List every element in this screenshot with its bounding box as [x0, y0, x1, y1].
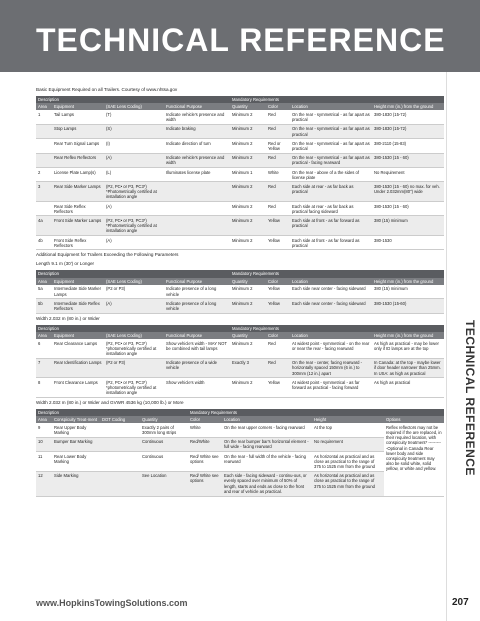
table-cell: 380-1530 (15 - 60)	[372, 202, 444, 216]
column-header: Color	[266, 103, 290, 110]
table-cell: Red	[266, 110, 290, 124]
table-cell: Red/White	[188, 437, 222, 451]
column-header: (SAE Lens Coding)	[104, 103, 164, 110]
table-cell: (P2 or P3)	[104, 358, 164, 378]
table-cell: Yellow	[266, 285, 290, 299]
table-cell: 380-1530 (15 - 60) no max. for veh. Under 2.032mm(80") wide	[372, 182, 444, 202]
table-cell: Minimum 2	[230, 110, 266, 124]
column-header: Functional Purpose	[164, 332, 230, 339]
table-cell: At the top	[312, 423, 384, 437]
table-cell: Rear Reflex Reflectors	[52, 153, 104, 167]
table-cell: 380 (15) minimum	[372, 216, 444, 236]
table-cell: Show vehicle's width	[164, 378, 230, 398]
table-cell	[36, 139, 52, 153]
table-cell: On the rear - symmetrical - as far apart as practical	[290, 110, 372, 124]
group-header-mandatory: Mandatory Requirements	[230, 270, 444, 277]
table-cell: As high as practical - may be lower only if ID lamps are at the top	[372, 339, 444, 358]
column-header: Location	[290, 332, 372, 339]
column-header: Color	[266, 332, 290, 339]
intro-note: Basic Equipment Required on all Trailers. Courtesy of www.nhtsa.gov	[36, 87, 178, 92]
column-header: Options	[384, 416, 444, 423]
table-cell: Red/ White see options	[188, 452, 222, 472]
table-cell: (I)	[104, 139, 164, 153]
table-cell: (T)	[104, 110, 164, 124]
length-note: Length 9.1 m (30') or Longer	[36, 261, 95, 267]
long-trailer-table	[36, 270, 444, 313]
column-header: Functional Purpose	[164, 278, 230, 285]
table-cell: Indicate presence of a long vehicle	[164, 299, 230, 313]
table-cell: 380-1830 (15-72)	[372, 110, 444, 124]
table-cell: Minimum 2	[230, 236, 266, 250]
table-cell: Exactly 3	[230, 358, 266, 378]
table-cell: 9	[36, 423, 52, 437]
table-cell: Front Side Reflex Reflectors	[52, 236, 104, 250]
table-cell: White	[188, 423, 222, 437]
table-cell: In Canada: at the top - maybe lower if door header narrower than 25mm. In USA: as high as practical	[372, 358, 444, 378]
table-cell: Minimum 2	[230, 153, 266, 167]
table-cell	[36, 153, 52, 167]
table-row	[36, 471, 444, 496]
table-cell: 4b	[36, 236, 52, 250]
table-cell: Minimum 2	[230, 378, 266, 398]
table-cell: Continuous	[140, 437, 188, 451]
table-cell: On the rear - symmetrical - as far apart as practical - facing rearward	[290, 153, 372, 167]
column-header: DOT Coding	[100, 416, 140, 423]
table-row	[36, 153, 444, 167]
table-cell: Yellow	[266, 299, 290, 313]
conspicuity-table	[36, 409, 444, 497]
group-header-mandatory: Mandatory Requirements	[230, 325, 444, 332]
table-cell: Indicate presence of a wide vehicle	[164, 358, 230, 378]
table-cell: Each side at rear - as far back as practical facing sideward	[290, 202, 372, 216]
table-cell: Red	[266, 339, 290, 358]
table-cell: Rear Turn Signal Lamps	[52, 139, 104, 153]
table-cell: 380-1530 (15-60)	[372, 299, 444, 313]
column-header: Color	[266, 278, 290, 285]
column-header: Equipment	[52, 278, 104, 285]
table-row	[36, 202, 444, 216]
column-header: Quantity	[230, 332, 266, 339]
table-cell: (A)	[104, 236, 164, 250]
table-cell: On the rear - above of a the sides of license plate	[290, 168, 372, 182]
column-header: Conspicuity Treat-ment	[52, 416, 100, 423]
column-header: (SAE Lens Coding)	[104, 278, 164, 285]
wide-trailer-table	[36, 325, 444, 398]
table-cell: 10	[36, 437, 52, 451]
table-cell: 5b	[36, 299, 52, 313]
table-row	[36, 423, 444, 437]
table-cell: (A)	[104, 202, 164, 216]
table-cell: Each side at rear - as far back as practical	[290, 182, 372, 202]
table-row	[36, 299, 444, 313]
table-cell: Stop Lamps	[52, 124, 104, 138]
table-cell: Minimum 2	[230, 216, 266, 236]
table-row	[36, 236, 444, 250]
table-cell: Show vehicle's width - MAY NOT be combined with tail lamps	[164, 339, 230, 358]
column-header: Quantity	[230, 103, 266, 110]
table-cell: 8	[36, 378, 52, 398]
column-header: (SAE Lens Coding)	[104, 332, 164, 339]
table-cell: (L)	[104, 168, 164, 182]
table-cell	[100, 471, 140, 496]
table-cell: Minimum 1	[230, 168, 266, 182]
group-header-description: Description	[36, 270, 230, 277]
footer-url[interactable]: www.HopkinsTowingSolutions.com	[36, 598, 188, 608]
column-header: Quantity	[230, 278, 266, 285]
table-cell: Red	[266, 153, 290, 167]
table-row	[36, 110, 444, 124]
table-cell: Indicate braking	[164, 124, 230, 138]
column-header: Area	[36, 103, 52, 110]
table-cell: Red/ White see options	[188, 471, 222, 496]
table-cell: Rear Identification Lamps	[52, 358, 104, 378]
column-header: Equipment	[52, 103, 104, 110]
table-cell: Each side near center - facing sideward	[290, 285, 372, 299]
table-cell: Rear Upper Body Marking	[52, 423, 100, 437]
table-row	[36, 339, 444, 358]
table-cell: See Location	[140, 471, 188, 496]
table-row	[36, 378, 444, 398]
table-cell: White	[266, 168, 290, 182]
table-cell: Illuminates license plate	[164, 168, 230, 182]
table-cell: Each side at front - as far forward as practical	[290, 236, 372, 250]
table-cell: Rear Side Reflex Reflectors	[52, 202, 104, 216]
gvwr-note: Width 2.032 m (80 in.) or Wider and GVWR 4536 kg (10,000 lb.) or More	[36, 399, 184, 405]
table-cell: Yellow	[266, 236, 290, 250]
table-cell: Minimum 2	[230, 202, 266, 216]
table-cell: Each side - facing sideward - continu-ous, or evenly spaced over minimum of 50% of length, starts and ends as close to the front and rear of vehicle as practical.	[222, 471, 312, 496]
table-cell: Minimum 2	[230, 299, 266, 313]
table-cell: 6	[36, 339, 52, 358]
table-cell: No requirement	[312, 437, 384, 451]
table-cell: 7	[36, 358, 52, 378]
column-header: Height	[312, 416, 384, 423]
basic-equipment-table	[36, 96, 444, 250]
table-cell	[164, 182, 230, 202]
table-row	[36, 437, 444, 451]
table-cell	[164, 236, 230, 250]
table-cell: Each side at front - as far forward as practical	[290, 216, 372, 236]
table-cell: As high as practical	[372, 378, 444, 398]
additional-note: Additional Equipment for Trailers Exceeding the Following Parameters	[36, 252, 179, 258]
table-cell: On the rear - symmetrical - as far apart as practical	[290, 124, 372, 138]
table-cell: Minimum 2	[230, 182, 266, 202]
table-cell: Front Side Marker Lamps	[52, 216, 104, 236]
table-cell: Indicate vehicle's presence and width	[164, 153, 230, 167]
table-cell: 380-2110 (15-83)	[372, 139, 444, 153]
column-header: Location	[290, 103, 372, 110]
table-cell: (A)	[104, 299, 164, 313]
title-banner	[0, 0, 480, 72]
table-cell	[164, 202, 230, 216]
table-row	[36, 285, 444, 299]
table-cell: Rear Lower Body Marking	[52, 452, 100, 472]
table-cell: Minimum 2	[230, 339, 266, 358]
group-header-mandatory: Mandatory Requirements	[230, 96, 444, 103]
table-row	[36, 216, 444, 236]
table-row	[36, 452, 444, 472]
table-cell: On the rear bumper bar's horizontal element - full wide - facing rearward	[222, 437, 312, 451]
column-header: Quantity	[140, 416, 188, 423]
column-header: Location	[222, 416, 312, 423]
table-cell: On the rear - full width of the vehicle - facing rearward	[222, 452, 312, 472]
table-cell: (A)	[104, 153, 164, 167]
side-tab-label	[463, 320, 477, 354]
table-cell	[164, 216, 230, 236]
width-note: Width 2.032 m (80 in.) or Wider	[36, 315, 100, 321]
table-cell: Intermediate Side Reflex Reflectors	[52, 299, 104, 313]
table-row	[36, 139, 444, 153]
table-row	[36, 358, 444, 378]
table-cell: 4a	[36, 216, 52, 236]
table-cell	[100, 423, 140, 437]
table-cell: 380 (15) minimum	[372, 285, 444, 299]
table-cell: Red	[266, 124, 290, 138]
column-header: Height mm (in.) from the ground	[372, 103, 444, 110]
table-cell: As horizontal as practical and as close as practical to the range of 375 to 1525 mm from the ground	[312, 452, 384, 472]
table-cell: 1	[36, 110, 52, 124]
table-cell: Rear Clearance Lamps	[52, 339, 104, 358]
column-header: Area	[36, 332, 52, 339]
table-cell: Side Marking	[52, 471, 100, 496]
group-header-description: Description	[36, 96, 230, 103]
column-header: Height mm (in.) from the ground	[372, 332, 444, 339]
table-cell: Red	[266, 202, 290, 216]
group-header-mandatory: Mandatory Requirements	[188, 409, 444, 416]
table-cell: 2	[36, 168, 52, 182]
table-cell: 5a	[36, 285, 52, 299]
table-cell: At widest point - symmetrical - as far forward as practical - facing forward	[290, 378, 372, 398]
table-cell: (P2, PC• or P3, PC3*) *photometrically certified at installation angle	[104, 339, 164, 358]
table-cell	[36, 124, 52, 138]
table-cell: Red	[266, 182, 290, 202]
table-cell: Bumper Bar Marking	[52, 437, 100, 451]
table-cell: 380-1530	[372, 236, 444, 250]
content	[36, 85, 444, 498]
table-cell: Each side near center - facing sideward	[290, 299, 372, 313]
table-cell: Indicate vehicle's presence and width	[164, 110, 230, 124]
table-cell	[100, 452, 140, 472]
group-header-description: Description	[36, 409, 188, 416]
table-cell: On the rear upper corners - facing rearward	[222, 423, 312, 437]
table-row	[36, 168, 444, 182]
table-cell	[100, 437, 140, 451]
column-header: Functional Purpose	[164, 103, 230, 110]
table-cell: Minimum 2	[230, 124, 266, 138]
group-header-description: Description	[36, 325, 230, 332]
table-cell: Red	[266, 358, 290, 378]
table-cell: On the rear - symmetrical - as far apart as practical	[290, 139, 372, 153]
table-cell: 380-1830 (15-72)	[372, 124, 444, 138]
table-cell: No Requirement	[372, 168, 444, 182]
table-cell: 11	[36, 452, 52, 472]
column-header: Height mm (in.) from the ground	[372, 278, 444, 285]
column-header: Equipment	[52, 332, 104, 339]
table-cell: Red or Yellow	[266, 139, 290, 153]
table-cell: 3	[36, 182, 52, 202]
table-cell: At widest point - symmetrical - on the rear or near the rear - facing rearward	[290, 339, 372, 358]
table-cell	[36, 202, 52, 216]
table-cell: As horizontal as practical and as close as practical to the range of 375 to 1525 mm from the ground	[312, 471, 384, 496]
options-cell: Reflex reflectors may not be required if the are replaced, in their required location, with conspicuity treatment* ----------Optional in Canada Rear lower body and side conspicuity treatment may also be solid white, solid yellow, or white and yellow.	[384, 423, 444, 496]
table-cell: (P2 or P3)	[104, 285, 164, 299]
table-cell: Tail Lamps	[52, 110, 104, 124]
table-cell: Minimum 2	[230, 285, 266, 299]
column-header: Location	[290, 278, 372, 285]
column-header: Area	[36, 416, 52, 423]
table-cell: 12	[36, 471, 52, 496]
table-cell: Rear Side Marker Lamps	[52, 182, 104, 202]
table-cell: (S)	[104, 124, 164, 138]
table-cell: On the rear - center, facing rearward - horizontally spaced 150mm (6 in.) to 300mm (12 in.) apart	[290, 358, 372, 378]
table-cell: (P2, PC• or P3, PC3*) *photometrically certified at installation angle	[104, 378, 164, 398]
table-row	[36, 124, 444, 138]
table-cell: License Plate Lamp(s)	[52, 168, 104, 182]
table-row	[36, 182, 444, 202]
table-cell: Indicate direction of turn	[164, 139, 230, 153]
page-title: TECHNICAL REFERENCE	[36, 22, 446, 58]
column-header: Color	[188, 416, 222, 423]
table-cell: (P2, PC• or P3, PC3*) *Photometrically certified at installation angle	[104, 216, 164, 236]
page-number: 207	[452, 597, 469, 608]
table-cell: Front Clearance Lamps	[52, 378, 104, 398]
column-header: Area	[36, 278, 52, 285]
table-cell: Minimum 2	[230, 139, 266, 153]
table-cell: Exactly 2 pairs of 300mm long strips	[140, 423, 188, 437]
table-cell: Yellow	[266, 216, 290, 236]
table-cell: Continuous	[140, 452, 188, 472]
table-cell: Intermediate Side Marker Lamps	[52, 285, 104, 299]
table-cell: Indicate presence of a long vehicle	[164, 285, 230, 299]
table-cell: (P2, PC• or P3, PC3*) *Photometrically certified at installation angle	[104, 182, 164, 202]
table-cell: Yellow	[266, 378, 290, 398]
table-cell: 380-1530 (15 - 60)	[372, 153, 444, 167]
